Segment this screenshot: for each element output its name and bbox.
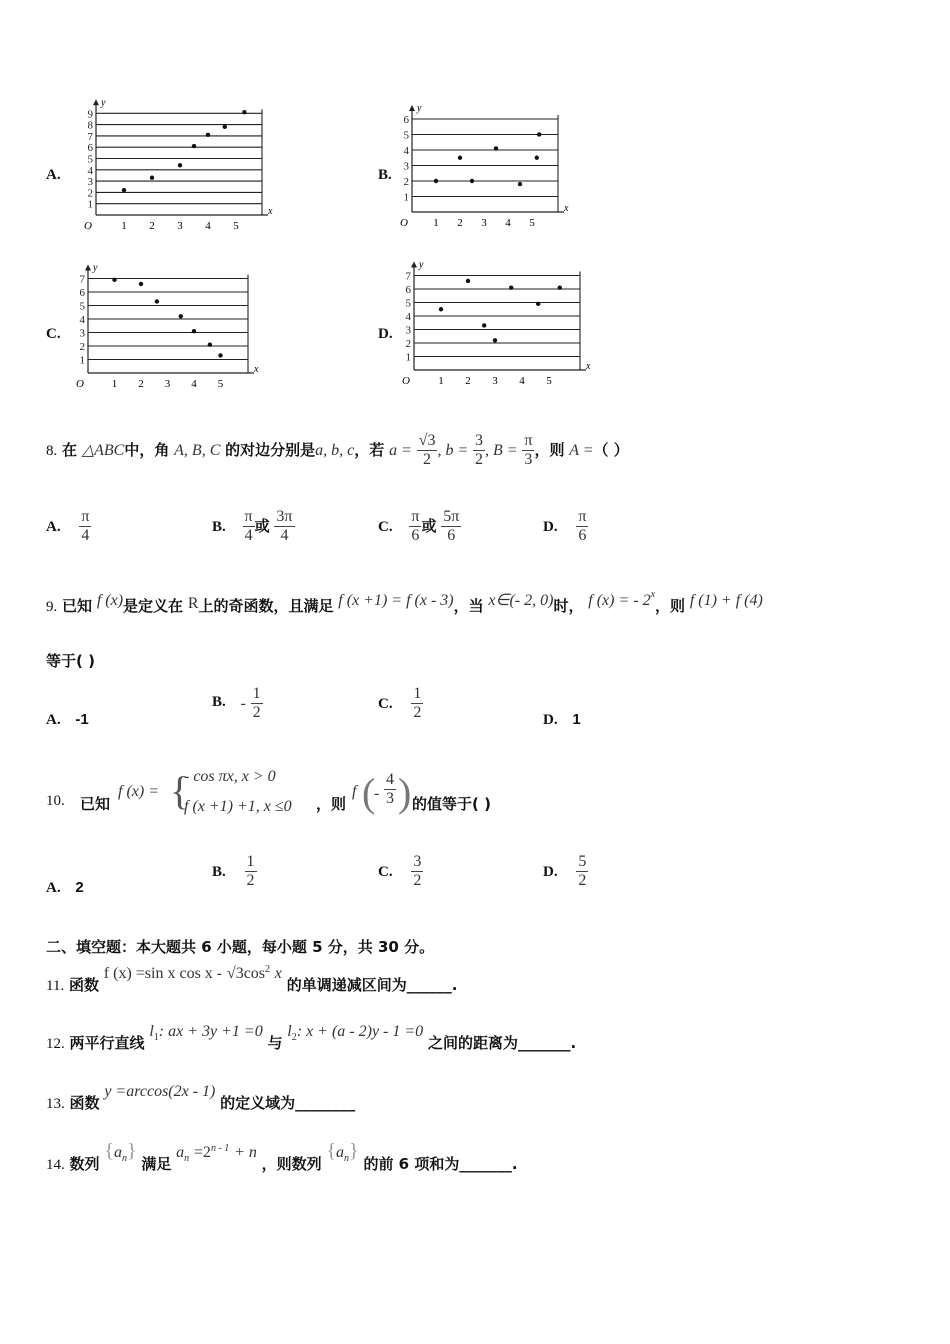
x-tick-label: 2: [138, 378, 144, 390]
y-tick-label: 7: [87, 130, 93, 143]
option-a-label: A.: [46, 167, 61, 183]
y-tick-label: 2: [403, 176, 409, 188]
q9-option-c[interactable]: C. $\frac{1}{2}$: [378, 685, 422, 721]
y-tick-label: 4: [405, 311, 411, 323]
x-tick-label: 5: [546, 375, 552, 387]
data-point: [458, 156, 462, 160]
data-point: [537, 132, 541, 136]
q9-option-d[interactable]: D. 1: [543, 711, 581, 728]
y-tick-label: 3: [405, 324, 411, 337]
y-tick-label: 2: [87, 187, 93, 200]
question-9-line2: 等于( ): [46, 652, 95, 670]
y-tick-label: 2: [405, 338, 411, 350]
x-axis-label: x: [268, 206, 273, 217]
data-point: [218, 353, 222, 357]
data-point: [179, 314, 183, 318]
option-b-label: B.: [378, 167, 392, 183]
y-axis-label: y: [93, 262, 98, 274]
x-tick-label: 1: [433, 217, 439, 229]
y-axis-label: y: [101, 97, 106, 109]
q10-option-b[interactable]: B. $\frac{1}{2}$: [212, 853, 255, 889]
x-tick-label: 4: [519, 375, 525, 387]
data-point: [493, 338, 497, 342]
question-12: 12. 两平行直线 $l_1$: ax + 3y +1 =0 与 $l_2$: x + (a - 2)y - 1 =0 之间的距离为_______.: [46, 1023, 577, 1052]
data-point: [208, 342, 212, 346]
data-point: [192, 329, 196, 333]
y-tick-label: 3: [403, 160, 409, 173]
x-tick-label: 4: [205, 220, 211, 232]
y-tick-label: 1: [79, 354, 85, 367]
option-d-label: D.: [378, 326, 393, 342]
question-9: 9. 已知 f (x)是定义在 R上的奇函数，且满足 f (x +1) = f (x - 3)，当 x∈(- 2, 0)时， f (x) = - 2$^x$，则 f (1) + f (4): [46, 589, 763, 615]
q9-option-b[interactable]: B. - $\frac{1}{2}$: [212, 685, 261, 721]
y-tick-label: 7: [405, 270, 411, 283]
data-point: [150, 176, 154, 180]
q10-option-c[interactable]: C. $\frac{3}{2}$: [378, 853, 422, 889]
q8-option-b[interactable]: B. $\frac{\pi}{4}$ 或 $\frac{3\pi}{4}$: [212, 508, 293, 544]
data-point: [470, 179, 474, 183]
data-point: [434, 179, 438, 183]
question-8: 8. 在 △ABC中，角 A, B, C 的对边分别是a, b, c，若 a = $\frac{√3}{2}$ , b = $\frac{3}{2}$ , B = $\frac{\pi}{3}$ ，则 A =（ ）: [46, 432, 629, 468]
data-point: [509, 285, 513, 289]
scatter-plot-b: [398, 103, 578, 232]
section-2-title: 二、填空题：本大题共 6 小题，每小题 5 分，共 30 分。: [46, 938, 435, 956]
option-c-label: C.: [46, 326, 61, 342]
data-point: [206, 133, 210, 137]
y-tick-label: 6: [79, 287, 85, 299]
data-point: [112, 278, 116, 282]
scatter-plot-a: [80, 97, 280, 235]
x-tick-label: O: [76, 378, 84, 390]
y-tick-label: 8: [87, 119, 93, 132]
data-point: [535, 156, 539, 160]
data-point: [494, 146, 498, 150]
x-tick-label: 5: [529, 217, 535, 229]
y-axis-arrow: [409, 105, 415, 111]
y-tick-label: 5: [405, 297, 411, 310]
x-tick-label: 2: [465, 375, 471, 387]
x-tick-label: 5: [217, 378, 224, 390]
scatter-plot-d: [400, 259, 595, 387]
data-point: [536, 302, 540, 306]
x-tick-label: 3: [481, 217, 487, 229]
y-tick-label: 4: [87, 164, 93, 177]
y-tick-label: 6: [403, 114, 409, 126]
x-tick-label: 1: [121, 220, 127, 232]
y-tick-label: 1: [405, 351, 411, 364]
q8-option-c[interactable]: C. $\frac{\pi}{6}$ 或 $\frac{5\pi}{6}$: [378, 508, 460, 544]
x-tick-label: 1: [438, 375, 444, 387]
y-axis-arrow: [85, 265, 91, 271]
question-14: 14. 数列 $\{a_n\}$ 满足 $a_n =2^{n - 1} + n$ ，则数列 $\{a_n\}$ 的前 6 项和为_______.: [46, 1140, 518, 1173]
data-point: [155, 299, 159, 303]
x-tick-label: 3: [164, 378, 171, 390]
x-tick-label: 2: [457, 217, 463, 229]
x-axis-label: x: [586, 361, 591, 372]
y-tick-label: 1: [403, 191, 409, 204]
scatter-plot-c: [72, 262, 272, 390]
data-point: [223, 125, 227, 129]
x-tick-label: 3: [492, 375, 498, 387]
x-axis-label: x: [564, 203, 569, 214]
x-tick-label: O: [400, 217, 408, 229]
q10-option-d[interactable]: D. $\frac{5}{2}$: [543, 853, 587, 889]
data-point: [178, 163, 182, 167]
data-point: [482, 323, 486, 327]
y-tick-label: 5: [403, 129, 409, 142]
y-tick-label: 6: [405, 284, 411, 296]
x-tick-label: 4: [191, 378, 197, 390]
question-11: 11. 函数 f (x) =sin x cos x - $√3\cos^2$ x 的单调递减区间为______.: [46, 964, 458, 994]
y-axis-label: y: [419, 259, 424, 271]
y-tick-label: 6: [87, 142, 93, 155]
y-tick-label: 9: [87, 108, 93, 121]
data-point: [192, 144, 196, 148]
x-tick-label: 3: [177, 220, 183, 232]
question-13: 13. 函数 y =arccos(2x - 1) 的定义域为________: [46, 1083, 356, 1112]
x-tick-label: O: [402, 375, 410, 387]
x-axis-label: x: [254, 364, 259, 375]
y-tick-label: 7: [79, 273, 85, 286]
y-tick-label: 5: [87, 153, 93, 166]
y-axis-label: y: [417, 103, 422, 114]
y-tick-label: 2: [79, 341, 85, 353]
data-point: [518, 182, 522, 186]
y-tick-label: 5: [79, 300, 85, 313]
y-tick-label: 3: [79, 327, 85, 340]
y-tick-label: 1: [87, 198, 93, 211]
q8-option-a[interactable]: A. $\frac{\pi}{4}$: [46, 508, 90, 544]
q10-option-a[interactable]: A. 2: [46, 879, 84, 896]
x-tick-label: 4: [505, 217, 511, 229]
data-point: [558, 285, 562, 289]
y-axis-arrow: [93, 99, 99, 105]
data-point: [439, 307, 443, 311]
y-tick-label: 4: [403, 145, 409, 157]
q8-option-d[interactable]: D. $\frac{\pi}{6}$: [543, 508, 587, 544]
y-axis-arrow: [411, 262, 417, 268]
y-tick-label: 3: [87, 176, 93, 189]
data-point: [139, 282, 143, 286]
x-tick-label: 1: [111, 378, 118, 390]
q9-option-a[interactable]: A. -1: [46, 711, 89, 728]
data-point: [242, 110, 246, 114]
x-tick-label: O: [84, 220, 92, 232]
x-tick-label: 5: [233, 220, 239, 232]
data-point: [122, 188, 126, 192]
y-tick-label: 4: [79, 314, 85, 326]
data-point: [466, 279, 470, 283]
x-tick-label: 2: [149, 220, 155, 232]
